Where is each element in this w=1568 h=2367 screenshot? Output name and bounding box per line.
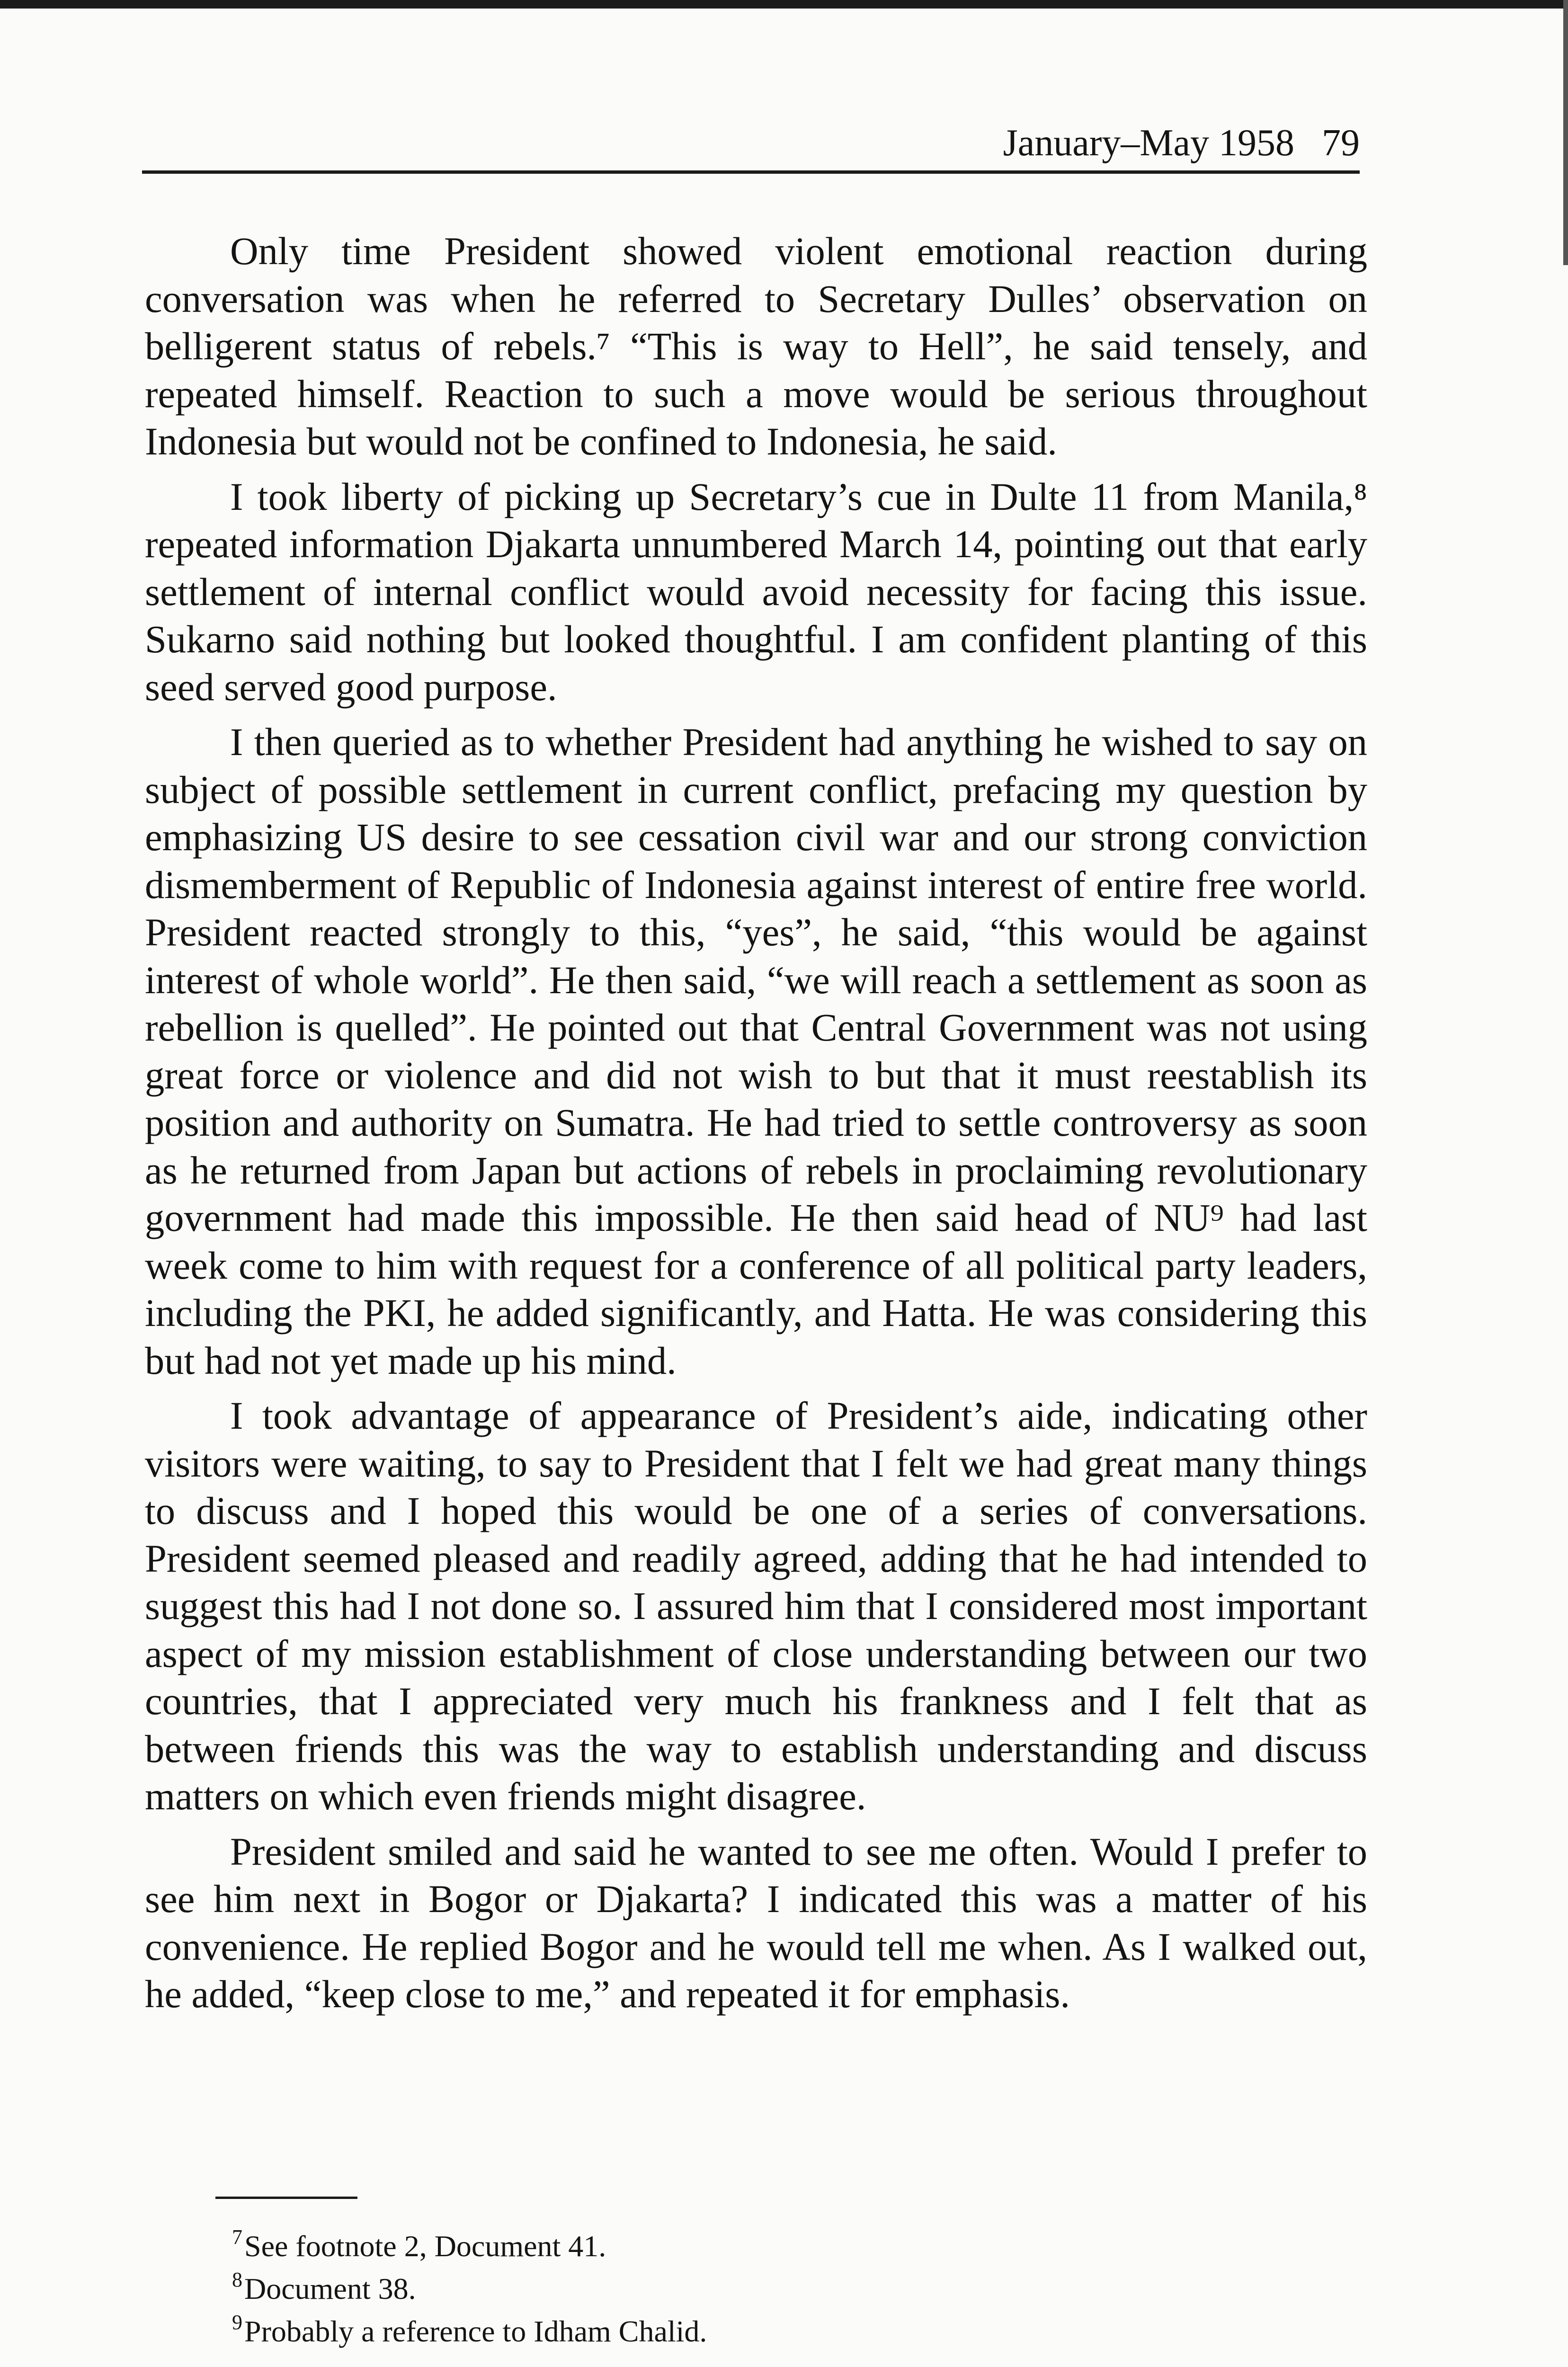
footnote-marker: 8	[232, 2268, 242, 2291]
footnotes	[232, 2225, 1321, 2353]
scan-border	[0, 0, 1568, 9]
running-title: January–May 1958	[1003, 122, 1294, 164]
page-number: 79	[1322, 122, 1360, 164]
footnote	[232, 2225, 1321, 2268]
footnote-text: See footnote 2, Document 41.	[244, 2229, 606, 2263]
paragraph: I took liberty of picking up Secretary’s cue in Dulte 11 from Manila,⁸ repeated information Djakarta unnumbered March 14, pointing out that early settlement of internal conflict would avoid necessity for facing this issue. Sukarno said nothing but looked thoughtful. I am confident planting of this seed served good purpose.	[145, 474, 1367, 709]
footnote-text: Document 38.	[244, 2272, 416, 2305]
paragraph: I then queried as to whether President had anything he wished to say on subject of possible settlement in current conflict, prefacing my question by emphasizing US desire to see cessation civil war and our strong conviction dismemberment of Republic of Indonesia against interest of entire free world. President reacted strongly to this, “yes”, he said, “this would be against interest of whole world”. He then said, “we will reach a settlement as soon as rebellion is quelled”. He pointed out that Central Government was not using great force or violence and did not wish to but that it must reestablish its position and authority on Sumatra. He had tried to settle controversy as soon as he returned from Japan but actions of rebels in proclaiming revolutionary government had made this impossible. He then said head of NU⁹ had last week come to him with request for a conference of all political party leaders, including the PKI, he added significantly, and Hatta. He was considering this but had not yet made up his mind.	[145, 720, 1367, 1382]
paragraph: I took advantage of appearance of President’s aide, indicating other visitors were waiting, to say to President that I felt we had great many things to discuss and I hoped this would be one of a series of conversations. President seemed pleased and readily agreed, adding that he had intended to suggest this had I not done so. I assured him that I considered most important aspect of my mission establishment of close understanding between our two countries, that I appreciated very much his frankness and I felt that as between friends this was the way to establish understanding and discuss matters on which even friends might disagree.	[145, 1394, 1367, 1818]
footnote	[232, 2268, 1321, 2310]
paragraph: President smiled and said he wanted to see me often. Would I prefer to see him next in Bogor or Djakarta? I indicated this was a matter of his convenience. He replied Bogor and he would tell me when. As I walked out, he added, “keep close to me,” and repeated it for emphasis.	[145, 1829, 1367, 2016]
page-header	[142, 109, 1360, 174]
scan-edge	[1563, 0, 1568, 265]
footnote-text: Probably a reference to Idham Chalid.	[244, 2314, 707, 2348]
footnote-marker: 9	[232, 2311, 242, 2334]
body-text	[145, 227, 1367, 2026]
paragraph: Only time President showed violent emotional reaction during conversation was when he referred to Secretary Dulles’ observation on belligerent status of rebels.⁷ “This is way to Hell”, he said tensely, and repeated himself. Reaction to such a move would be serious throughout Indonesia but would not be confined to Indonesia, he said.	[145, 229, 1367, 463]
footnote	[232, 2310, 1321, 2353]
footnote-rule	[215, 2197, 357, 2199]
footnote-marker: 7	[232, 2225, 242, 2249]
